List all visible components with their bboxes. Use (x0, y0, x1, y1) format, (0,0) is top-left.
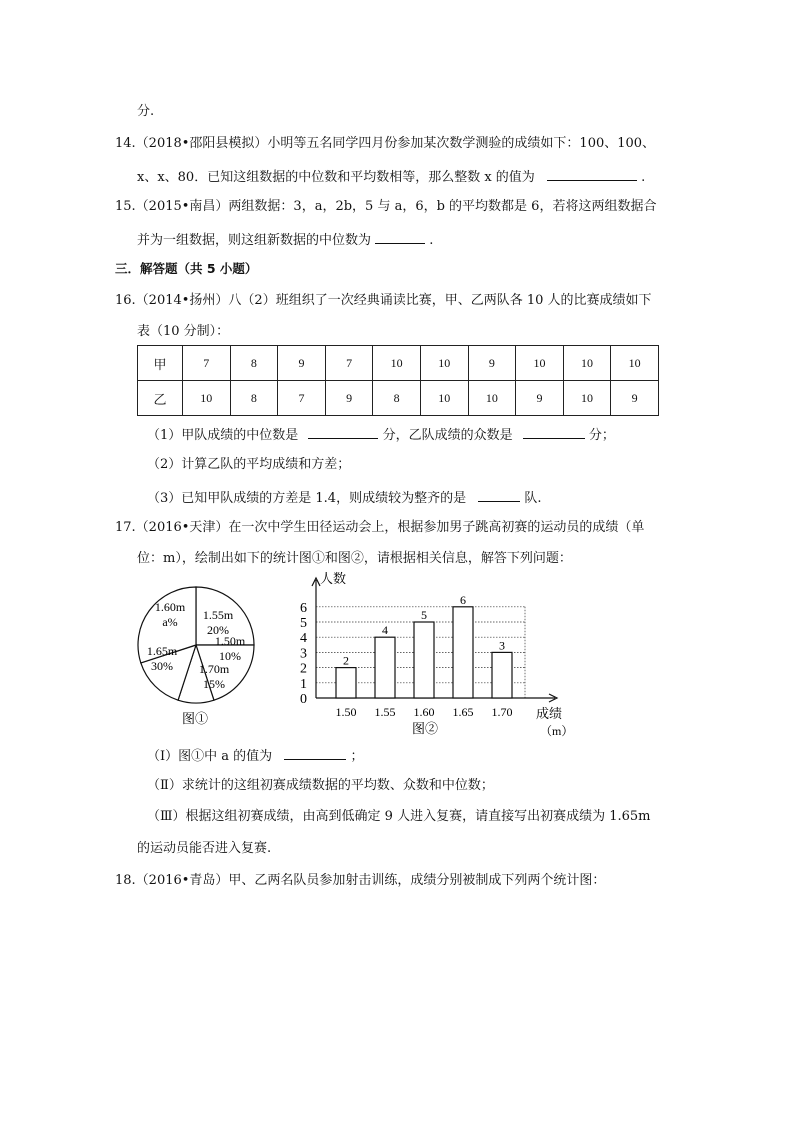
q15-line2-end: . (429, 233, 434, 248)
q17-sub1-text-b: ； (350, 749, 364, 764)
q16-mode-blank[interactable] (523, 424, 585, 439)
q16-sub3-text-a: （3）已知甲队成绩的方差是 1.4，则成绩较为整齐的是 (147, 491, 467, 506)
x-tick-label: 1.55 (374, 705, 396, 719)
q15-line1: 15.（2015•南昌）两组数据：3，a，2b，5 与 a，6，b 的平均数都是 6，若将这两组数据合 (115, 199, 657, 214)
bar (453, 607, 473, 698)
q16-sub3 (147, 487, 542, 508)
y-tick-label: 5 (300, 616, 307, 631)
bar-data-label: 4 (382, 623, 388, 638)
table-row (138, 346, 659, 381)
q14-line2-text: x、x、80．已知这组数据的中位数和平均数相等，那么整数 x 的值为 (137, 170, 535, 185)
q13-tail: 分. (137, 104, 155, 119)
q17-sub3-line2: 的运动员能否进入复赛. (137, 841, 272, 856)
y-tick-label: 0 (300, 692, 307, 707)
q17-line1: 17.（2016•天津）在一次中学生田径运动会上，根据参加男子跳高初赛的运动员的成绩（单 (115, 520, 645, 535)
pie-chart (130, 585, 265, 735)
q18-line1: 18.（2016•青岛）甲、乙两名队员参加射击训练，成绩分别被制成下列两个统计图： (115, 873, 606, 888)
q16-sub3-text-b: 队. (524, 491, 542, 506)
x-tick-label: 1.50 (335, 705, 357, 719)
x-tick-label: 1.70 (491, 705, 513, 719)
y-tick-label: 6 (300, 600, 307, 616)
section-title: 三．解答题（共 5 小题） (115, 261, 258, 276)
row-label: 乙 (138, 381, 183, 416)
table-cell: 10 (420, 346, 468, 381)
bar (414, 622, 434, 698)
q15-answer-blank[interactable] (375, 229, 425, 244)
table-cell: 8 (230, 381, 278, 416)
table-cell: 9 (278, 346, 326, 381)
y-tick-label: 1 (300, 676, 307, 692)
bar-data-label: 3 (499, 638, 505, 653)
q16-line1: 16.（2014•扬州）八（2）班组织了一次经典诵读比赛，甲、乙两队各 10 人的比赛成绩如下 (115, 293, 652, 308)
pie-slice-value: 15% (203, 677, 225, 691)
table-cell: 9 (611, 381, 659, 416)
x-tick-label: 1.65 (452, 705, 474, 719)
bar (492, 652, 512, 698)
q16-sub1-text-c: 分； (588, 428, 615, 443)
q16-line2: 表（10 分制）： (137, 324, 230, 339)
bar-caption: 图② (412, 721, 439, 736)
table-cell: 7 (325, 346, 373, 381)
q17-line2: 位：m），绘制出如下的统计图①和图②，请根据相关信息，解答下列问题： (137, 551, 572, 566)
pie-slice-value: 20% (207, 623, 229, 637)
q14-line2 (137, 166, 645, 187)
pie-slice-label: 1.50m (214, 634, 246, 648)
bar-data-label: 2 (343, 653, 349, 668)
x-axis-label: 成绩 (536, 706, 563, 721)
q16-team-blank[interactable] (478, 487, 520, 502)
pie-slice-label: 1.60m (154, 600, 186, 614)
table-cell: 10 (563, 381, 611, 416)
bar-chart (290, 570, 590, 740)
y-axis-label: 人数 (320, 571, 347, 586)
q16-sub1-text-a: （1）甲队成绩的中位数是 (147, 428, 299, 443)
bar (336, 668, 356, 698)
q17-sub1-text-a: （Ⅰ）图①中 a 的值为 (147, 749, 273, 764)
bar-data-label: 5 (421, 608, 427, 622)
y-tick-label: 2 (300, 661, 307, 677)
table-cell: 9 (468, 346, 516, 381)
q16-sub2: （2）计算乙队的平均成绩和方差； (147, 457, 351, 472)
q14-answer-blank[interactable] (547, 166, 637, 181)
pie-slice-value: 10% (219, 649, 241, 663)
q17-sub3-line1: （Ⅲ）根据这组初赛成绩，由高到低确定 9 人进入复赛，请直接写出初赛成绩为 1.65m (147, 809, 651, 824)
q17-sub2: （Ⅱ）求统计的这组初赛成绩数据的平均数、众数和中位数； (147, 778, 494, 793)
table-cell: 10 (420, 381, 468, 416)
pie-slice-value: 30% (151, 659, 173, 673)
table-cell: 10 (468, 381, 516, 416)
pie-caption: 图① (182, 711, 209, 726)
q15-line2 (137, 229, 433, 250)
q15-line2-text: 并为一组数据，则这组新数据的中位数为 (137, 233, 372, 248)
table-row (138, 381, 659, 416)
q16-median-blank[interactable] (308, 424, 378, 439)
x-axis-unit: （m） (540, 724, 574, 738)
score-table (137, 345, 659, 416)
table-cell: 9 (516, 381, 564, 416)
table-cell: 8 (230, 346, 278, 381)
table-cell: 10 (373, 346, 421, 381)
table-cell: 10 (516, 346, 564, 381)
pie-slice-value: a% (162, 615, 178, 629)
table-cell: 10 (183, 381, 231, 416)
y-tick-label: 3 (300, 646, 307, 662)
q16-sub1 (147, 424, 615, 445)
pie-slice-label: 1.65m (146, 644, 178, 658)
pie-slice-label: 1.55m (202, 608, 234, 622)
table-cell: 9 (325, 381, 373, 416)
q17-a-blank[interactable] (284, 745, 346, 760)
y-tick-label: 4 (300, 631, 307, 647)
q16-sub1-text-b: 分，乙队成绩的众数是 (382, 428, 513, 443)
table-cell: 10 (611, 346, 659, 381)
table-cell: 7 (183, 346, 231, 381)
x-tick-label: 1.60 (413, 705, 435, 719)
q17-sub1 (147, 745, 363, 766)
q14-line2-end: . (641, 170, 646, 185)
pie-slice-label: 1.70m (198, 662, 230, 676)
table-cell: 7 (278, 381, 326, 416)
bar (375, 637, 395, 698)
row-label: 甲 (138, 346, 183, 381)
table-cell: 10 (563, 346, 611, 381)
q14-line1: 14.（2018•邵阳县模拟）小明等五名同学四月份参加某次数学测验的成绩如下：100、100、 (115, 136, 656, 151)
bar-data-label: 6 (460, 592, 466, 607)
table-cell: 8 (373, 381, 421, 416)
